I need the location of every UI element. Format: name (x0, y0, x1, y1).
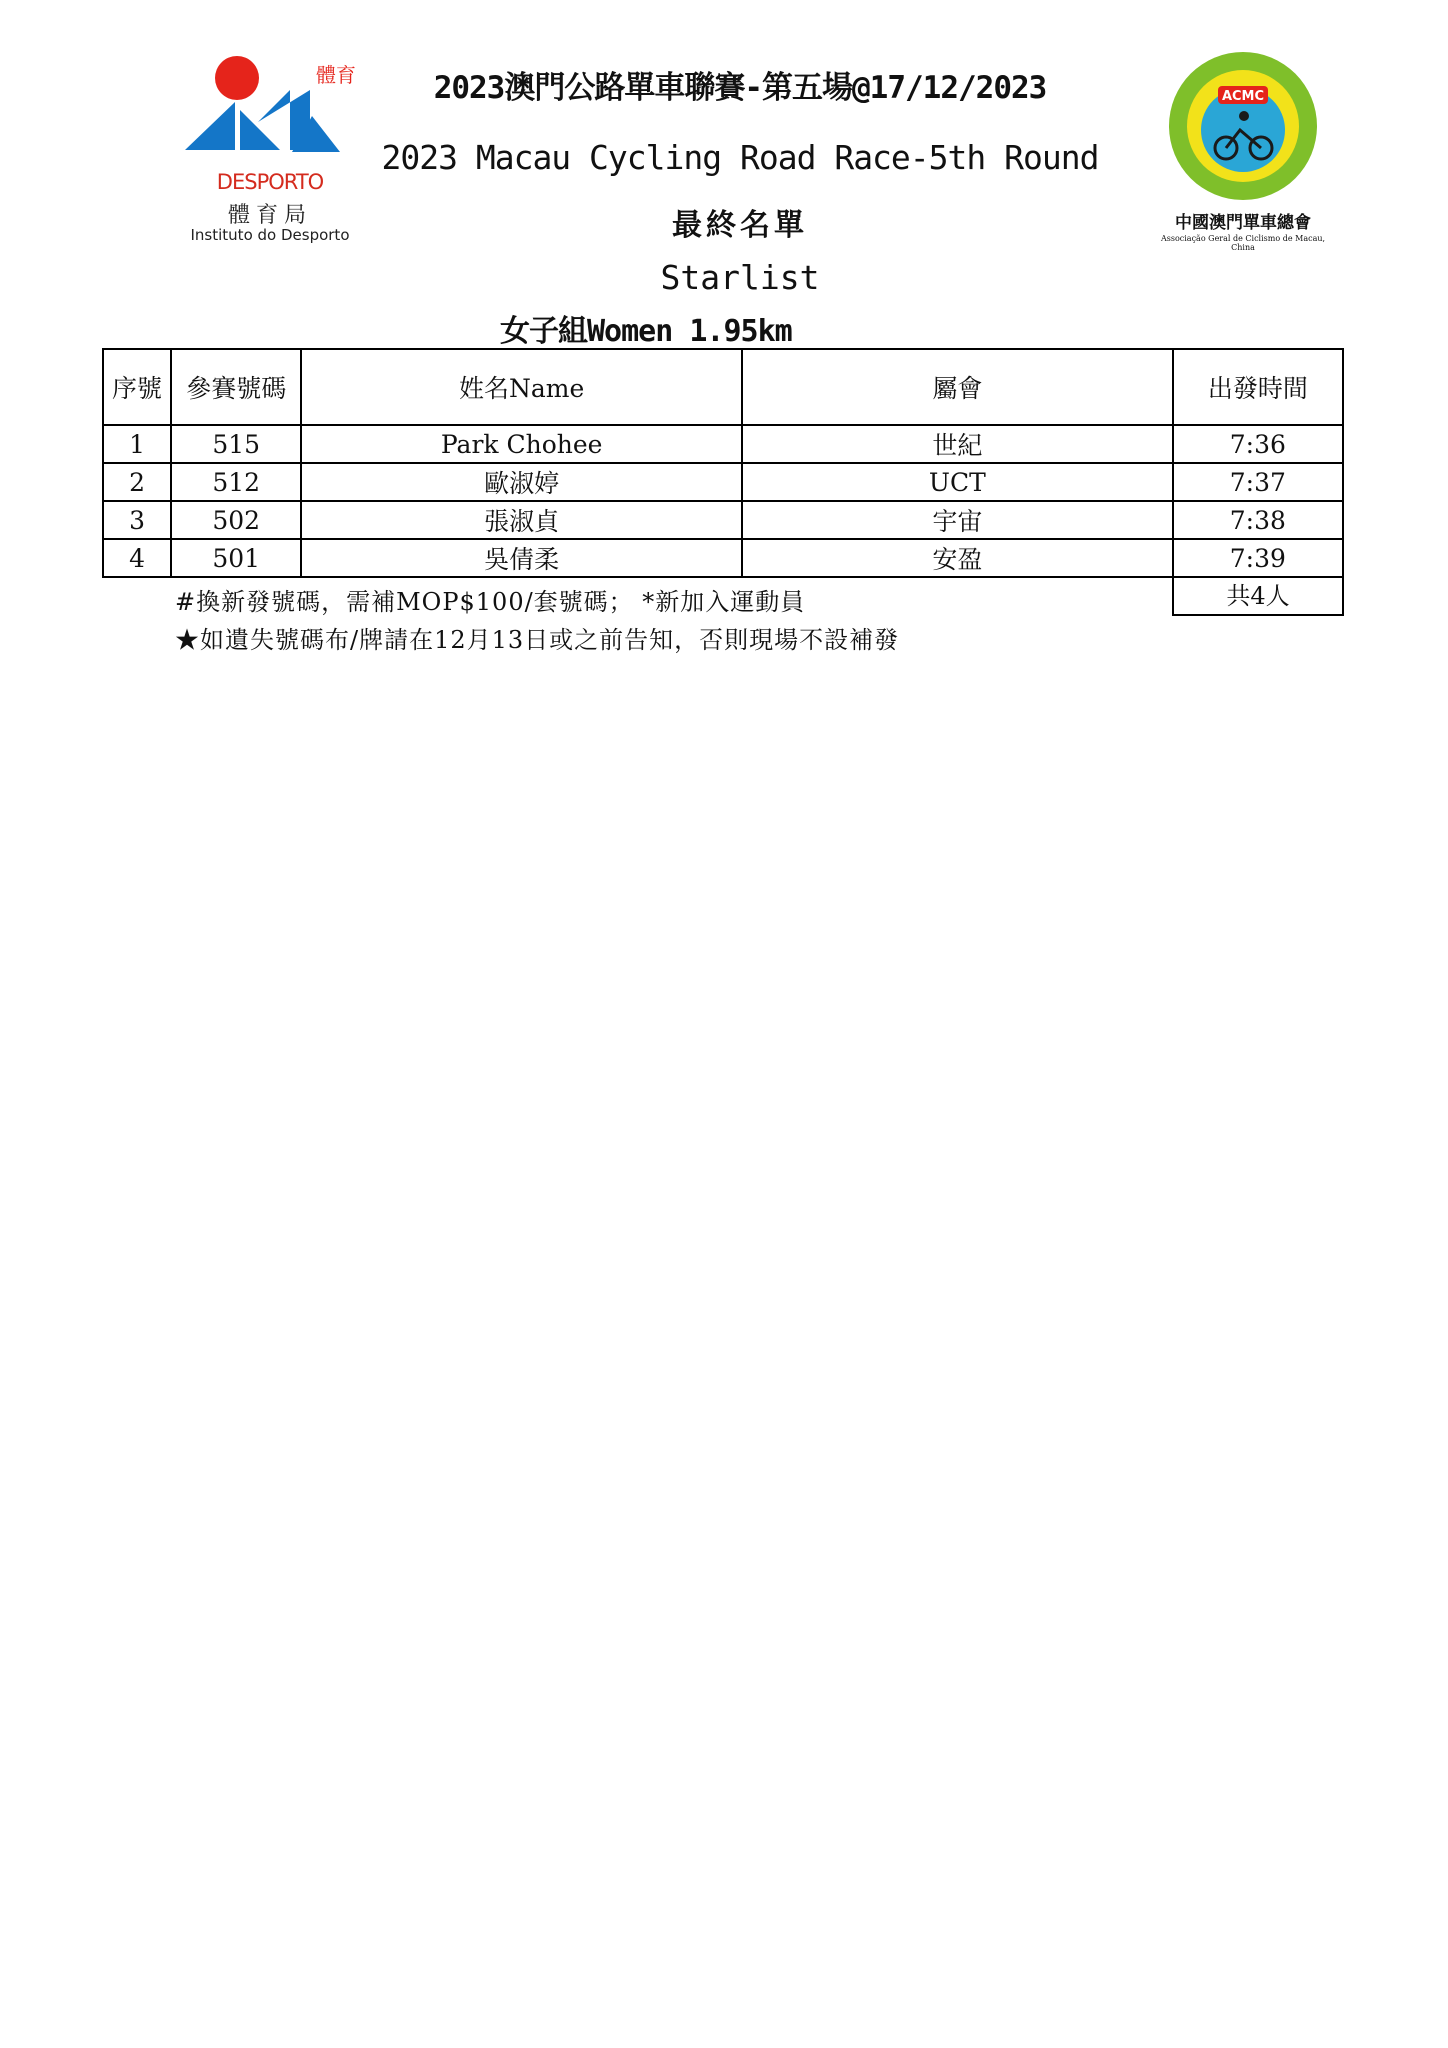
cell-start: 7:37 (1173, 463, 1343, 501)
cell-bib: 502 (171, 501, 301, 539)
acmc-name-pt: Associação Geral de Ciclismo de Macau, China (1160, 234, 1326, 252)
desporto-mark-icon (180, 50, 360, 175)
cell-start: 7:38 (1173, 501, 1343, 539)
col-header-name: 姓名Name (301, 349, 742, 425)
desporto-brand: DESPORTO (216, 170, 324, 194)
total-count: 共4人 (1172, 578, 1344, 616)
note-replacement-fee: #換新發號碼，需補MOP$100/套號碼； *新加入運動員 (175, 588, 806, 616)
cell-name: Park Chohee (301, 425, 742, 463)
acmc-logo (1148, 50, 1338, 250)
col-header-no: 序號 (103, 349, 171, 425)
cell-club: 安盈 (742, 539, 1173, 577)
desporto-logo (180, 50, 360, 250)
col-header-start: 出發時間 (1173, 349, 1343, 425)
event-title-zh: 2023澳門公路單車聯賽-第五場@17/12/2023 (433, 70, 1047, 106)
acmc-name-zh: 中國澳門單車總會 (1175, 213, 1311, 233)
category-title: 女子組Women 1.95km (500, 314, 792, 349)
cell-bib: 501 (171, 539, 301, 577)
cell-start: 7:36 (1173, 425, 1343, 463)
cell-bib: 512 (171, 463, 301, 501)
table-row (103, 539, 1343, 577)
table-row (103, 425, 1343, 463)
cell-name: 吳倩柔 (301, 539, 742, 577)
cell-no: 1 (103, 425, 171, 463)
cell-start: 7:39 (1173, 539, 1343, 577)
desporto-name-pt: Instituto do Desporto (190, 226, 350, 244)
list-title-en: Starlist (660, 258, 820, 297)
table-row (103, 501, 1343, 539)
note-lost-number: ★如遺失號碼布/牌請在12月13日或之前告知，否則現場不設補發 (175, 626, 900, 654)
table-header-row (103, 349, 1343, 425)
cell-no: 2 (103, 463, 171, 501)
cell-name: 張淑貞 (301, 501, 742, 539)
event-title-en: 2023 Macau Cycling Road Race-5th Round (381, 138, 1099, 177)
cell-club: 宇宙 (742, 501, 1173, 539)
list-title-zh: 最終名單 (672, 208, 808, 243)
cell-club: UCT (742, 463, 1173, 501)
acmc-emblem-icon (1148, 50, 1338, 205)
acmc-badge-text: ACMC (1221, 89, 1265, 104)
desporto-name-zh: 體育局 (227, 203, 312, 228)
cell-no: 3 (103, 501, 171, 539)
table-row (103, 463, 1343, 501)
mark-text: 體育 (316, 63, 356, 87)
cell-no: 4 (103, 539, 171, 577)
col-header-bib: 參賽號碼 (171, 349, 301, 425)
cell-bib: 515 (171, 425, 301, 463)
cell-name: 歐淑婷 (301, 463, 742, 501)
cell-club: 世紀 (742, 425, 1173, 463)
startlist-table (102, 348, 1344, 578)
col-header-club: 屬會 (742, 349, 1173, 425)
